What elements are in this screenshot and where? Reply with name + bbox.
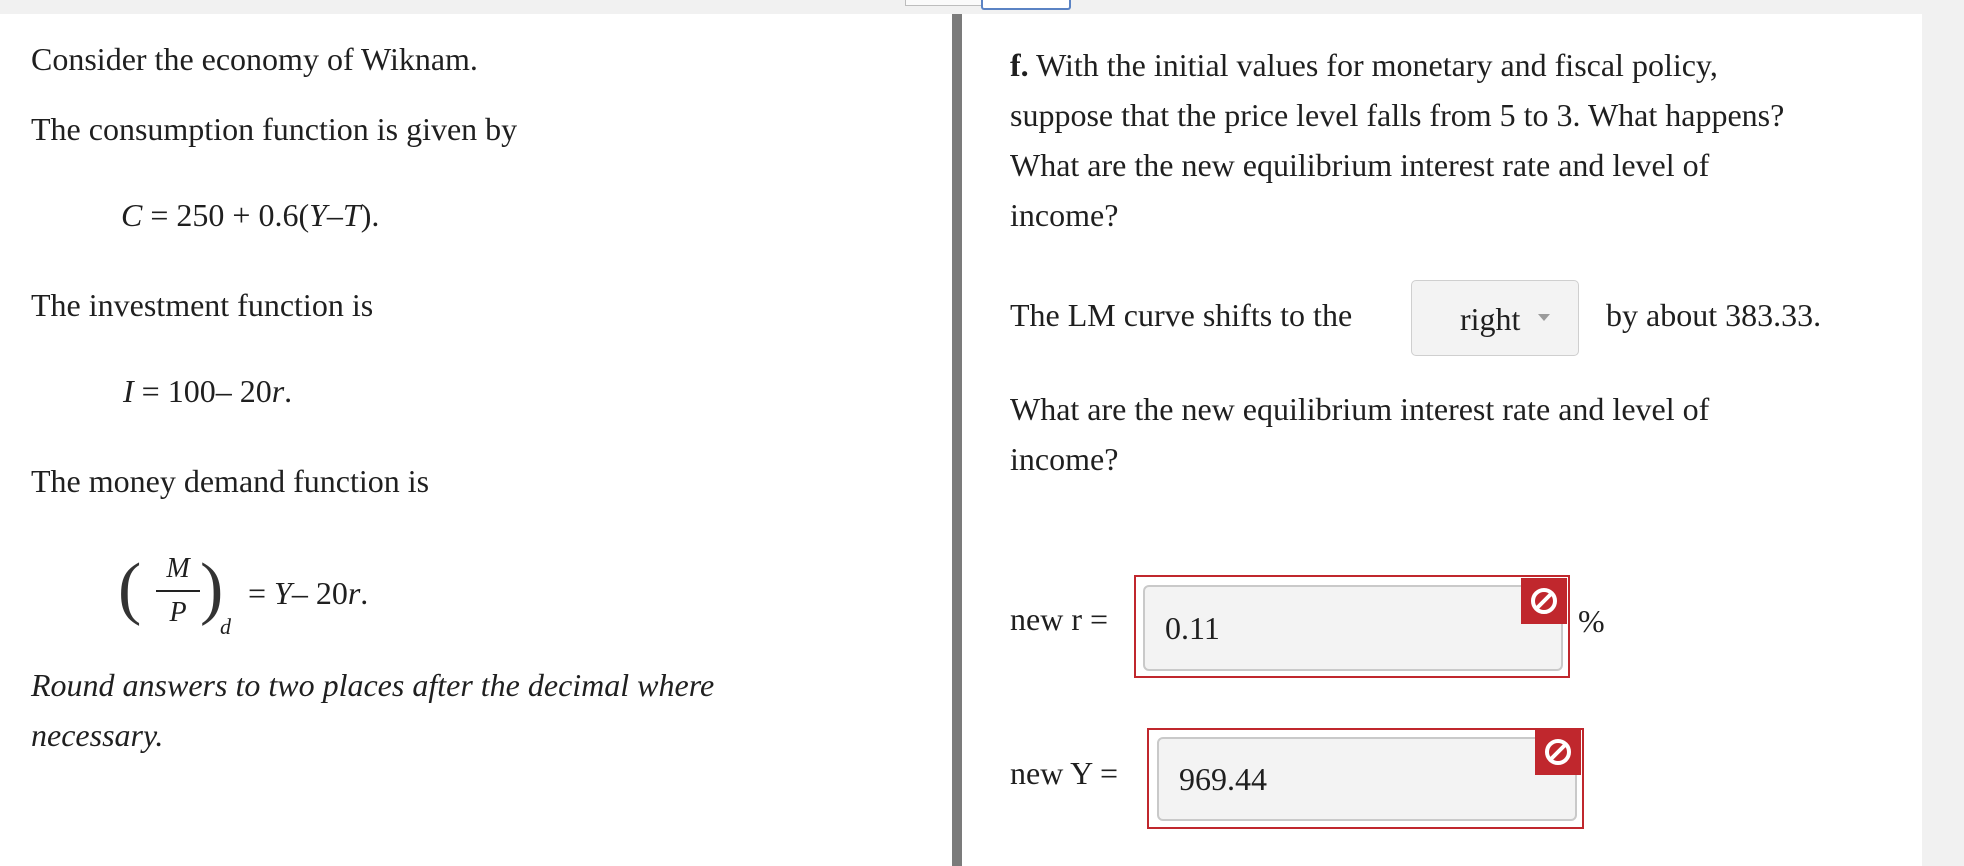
eq-t: T [342, 197, 361, 233]
panel-divider[interactable] [952, 14, 962, 866]
new-y-label: new Y = [1010, 755, 1119, 791]
question-line1-text: With the initial values for monetary and fiscal policy, [1028, 47, 1718, 83]
question-line4: income? [1010, 197, 1119, 233]
money-demand-rhs [248, 568, 368, 618]
money-demand-equation [118, 544, 418, 644]
percent-unit: % [1578, 603, 1605, 639]
question2-line2: income? [1010, 441, 1119, 477]
question-line3: What are the new equilibrium interest rate and level of [1010, 147, 1710, 183]
top-tab[interactable] [905, 0, 985, 6]
question2-line1: What are the new equilibrium interest rate and level of [1010, 391, 1710, 427]
new-y-input[interactable]: 969.44 [1157, 737, 1577, 821]
top-tab-active[interactable] [981, 0, 1071, 10]
rounding-note-line2: necessary. [31, 717, 164, 753]
eq-y: Y [309, 197, 327, 233]
prohibited-icon [1535, 729, 1581, 775]
fraction-m-over-p [156, 550, 200, 632]
subscript-d: d [220, 614, 231, 639]
left-paren: ( [118, 550, 142, 627]
eq-md-dot: . [360, 575, 369, 611]
eq-i-dot: . [284, 373, 293, 409]
prohibited-icon [1521, 578, 1567, 624]
lm-direction-value: right [1460, 301, 1521, 337]
lm-shift-suffix: by about 383.33. [1606, 297, 1822, 333]
investment-equation [123, 366, 292, 416]
eq-c: C [121, 197, 143, 233]
intro-text: Consider the economy of Wiknam. [31, 41, 478, 77]
page-margin [1922, 14, 1964, 866]
eq-i-rest: = 100– 20 [133, 373, 272, 409]
new-r-label: new r = [1010, 601, 1109, 637]
right-paren: ) [200, 550, 224, 627]
eq-minus: – [326, 197, 343, 233]
money-demand-intro: The money demand function is [31, 463, 430, 499]
eq-equals: = [248, 575, 275, 611]
eq-md-r: r [347, 575, 361, 611]
question-label: f. [1010, 47, 1029, 83]
chevron-down-icon [1538, 314, 1550, 321]
eq-i: I [123, 373, 134, 409]
investment-intro: The investment function is [31, 287, 374, 323]
eq-r: r [271, 373, 285, 409]
frac-denominator: P [169, 597, 187, 628]
frac-bar [156, 590, 200, 592]
eq-close: ). [360, 197, 380, 233]
lm-direction-select[interactable] [1411, 280, 1579, 356]
question-line2: suppose that the price level falls from 5 to 3. What happens? [1010, 97, 1785, 133]
consumption-intro: The consumption function is given by [31, 111, 518, 147]
new-r-input[interactable]: 0.11 [1143, 585, 1563, 671]
question-line1 [1010, 40, 1718, 90]
problem-panel [0, 14, 952, 866]
eq-md-y: Y [274, 575, 292, 611]
rounding-note-line1: Round answers to two places after the decimal where [31, 667, 715, 703]
consumption-equation [121, 190, 379, 240]
eq-c-rest: = 250 + 0.6( [142, 197, 310, 233]
eq-md-rest: – 20 [291, 575, 348, 611]
frac-numerator: M [166, 553, 190, 584]
lm-shift-prefix: The LM curve shifts to the [1010, 297, 1353, 333]
